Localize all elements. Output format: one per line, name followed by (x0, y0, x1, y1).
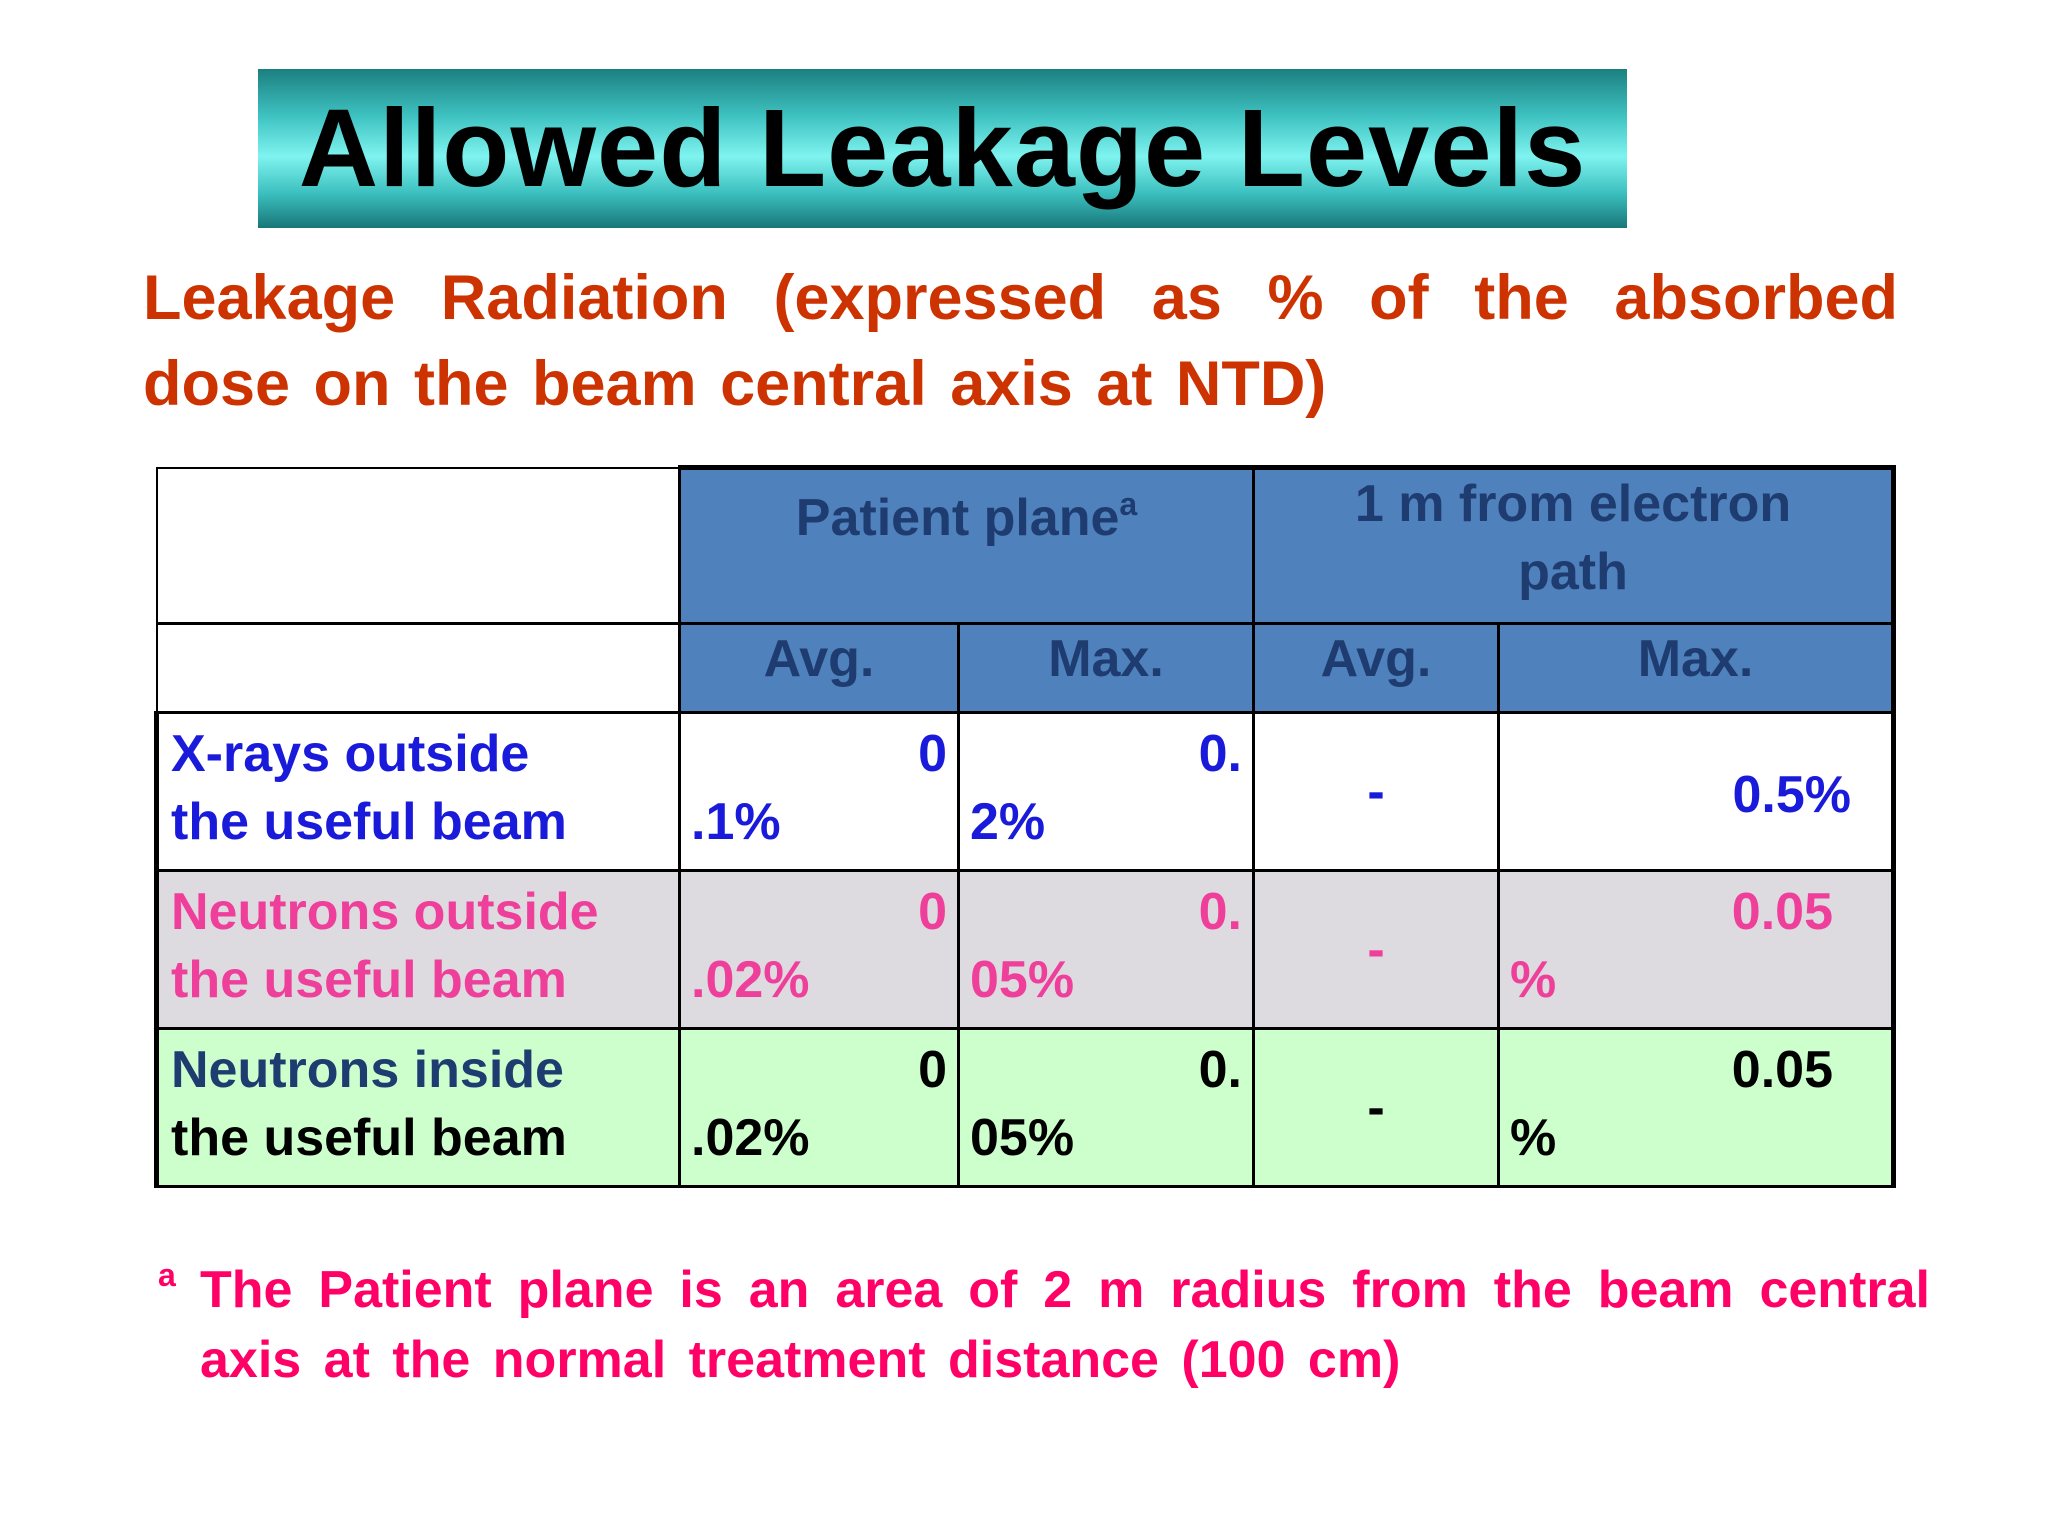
header-patient-plane (680, 468, 1254, 624)
leakage-table (154, 465, 1896, 1188)
patient-plane-label: Patient plane (795, 489, 1120, 547)
patient-plane-superscript: a (1119, 486, 1138, 522)
cell-pp-avg: 0 .1% (680, 713, 959, 871)
footnote-text: The Patient plane is an area of 2 m radius from the beam central axis at the normal treatment distance (100 cm) (200, 1261, 1930, 1389)
cell-pp-avg: 0 .02% (680, 1029, 959, 1187)
subheader-pp-avg: Avg. (680, 624, 959, 713)
cell-pp-max: 0. 05% (959, 1029, 1254, 1187)
footnote-marker: a (158, 1257, 176, 1293)
footnote (158, 1255, 1930, 1395)
cell-m-max: 0.05 % (1499, 871, 1894, 1029)
row-label: X-rays outside the useful beam (157, 713, 680, 871)
table-row (157, 871, 1894, 1029)
subtitle: Leakage Radiation (expressed as % of the absorbed dose on the beam central axis at NTD) (143, 263, 1898, 419)
title-banner (258, 69, 1627, 228)
table-row (157, 713, 1894, 871)
subheader-m-max: Max. (1499, 624, 1894, 713)
subheader-blank-cell (157, 624, 680, 713)
header-blank-cell (157, 468, 680, 624)
cell-pp-max: 0. 05% (959, 871, 1254, 1029)
header-one-meter: 1 m from electron path (1254, 468, 1894, 624)
subheader-m-avg: Avg. (1254, 624, 1499, 713)
row-label: Neutrons inside the useful beam (157, 1029, 680, 1187)
cell-m-avg: - (1254, 871, 1499, 1029)
row-label: Neutrons outside the useful beam (157, 871, 680, 1029)
table-row (157, 1029, 1894, 1187)
cell-m-max: 0.5% (1499, 713, 1894, 871)
subheader-pp-max: Max. (959, 624, 1254, 713)
cell-m-avg: - (1254, 1029, 1499, 1187)
cell-pp-max: 0. 2% (959, 713, 1254, 871)
cell-m-max: 0.05 % (1499, 1029, 1894, 1187)
cell-pp-avg: 0 .02% (680, 871, 959, 1029)
cell-m-avg: - (1254, 713, 1499, 871)
slide-title: Allowed Leakage Levels (298, 86, 1587, 210)
